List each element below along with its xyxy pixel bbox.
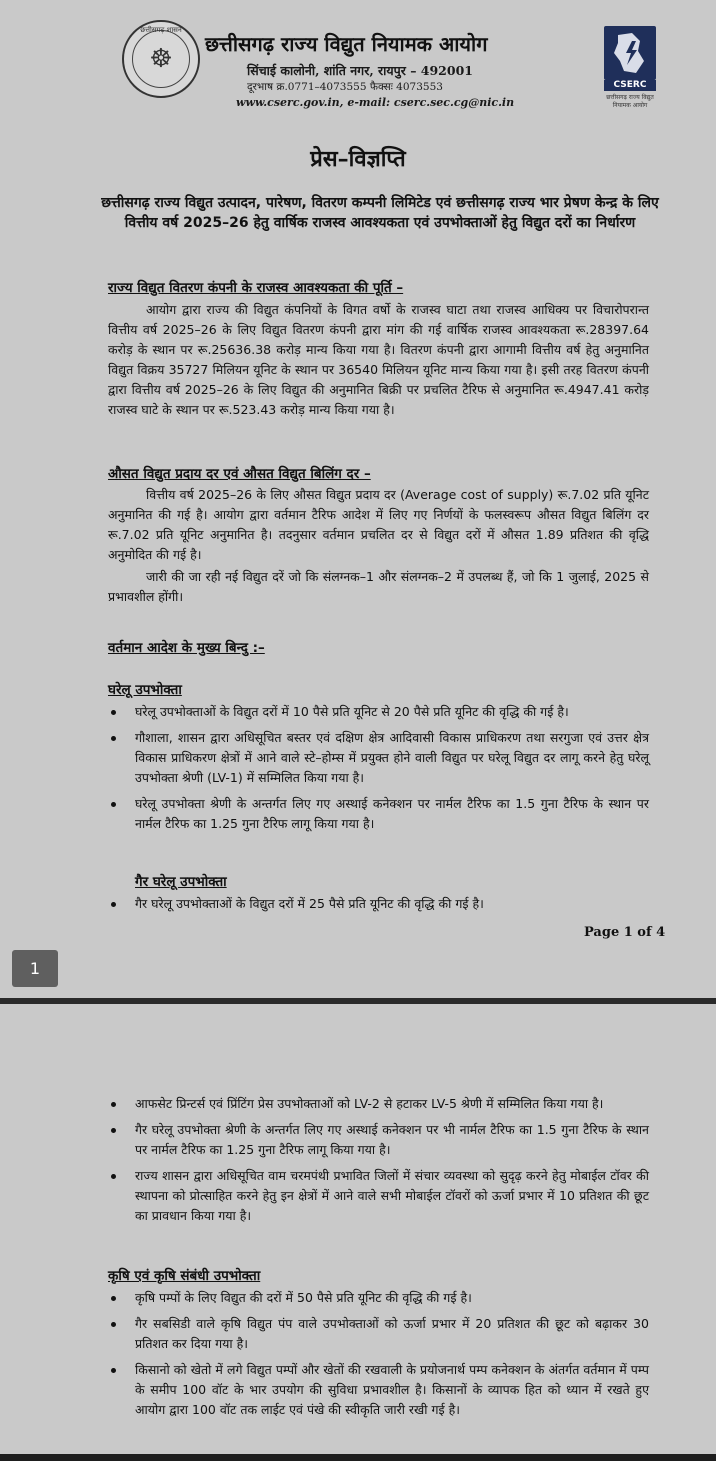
page-title: प्रेस–विज्ञप्ति: [310, 146, 406, 172]
document-page-2: [0, 1004, 716, 1454]
page-number: Page 1 of 4: [584, 925, 666, 940]
logo-label: CSERC: [604, 80, 656, 91]
list-item: किसानो को खेतो में लगे विद्युत पम्पों और खेतों की रखवाली के प्रयोजनार्थ पम्प कनेक्शन के अंतर्गत वर्तमान में पम्प के समीप 100 वॉट के भार उपयोग की सुविधा प्रभावशील है। किसानों के व्यापक हित को ध्यान में रखते हुए आयोग द्वारा 100 वॉट तक लाईट एवं पंखे की स्वीकृति जारी रखी गई है।: [108, 1360, 649, 1420]
emblem-icon: ☸: [132, 30, 190, 88]
section-heading-revenue: राज्य विद्युत वितरण कंपनी के राजस्व आवश्यकता की पूर्ति –: [108, 280, 404, 296]
list-item: राज्य शासन द्वारा अधिसूचित वाम चरमपंथी प्रभावित जिलों में संचार व्यवस्था को सुदृढ़ करने हेतु मोबाईल टॉवर की स्थापना को प्रोत्साहित करने हेतु इन क्षेत्रों में आने वाले सभी मोबाईल टॉवरों को ऊर्जा प्रभार में 10 प्रतिशत की छूट का प्रावधान किया गया है।: [108, 1166, 649, 1226]
list-item: गौशाला, शासन द्वारा अधिसूचित बस्तर एवं दक्षिण क्षेत्र आदिवासी विकास प्राधिकरण तथा सरगुजा एवं उत्तर क्षेत्र विकास प्राधिकरण क्षेत्रों में आने वाले स्टे–होम्स में प्रयुक्त होने वाली विद्युत पर घरेलू विद्युत दर लागू करने हेतु घरेलू उपभोक्ता श्रेणी (LV-1) में सम्मिलित किया गया है।: [108, 728, 649, 788]
list-item: घरेलू उपभोक्ताओं के विद्युत दरों में 10 पैसे प्रति यूनिट से 20 पैसे प्रति यूनिट की वृद्धि की गई है।: [108, 702, 649, 722]
domestic-consumer-heading: घरेलू उपभोक्ता: [108, 682, 182, 698]
agriculture-bullet-list: [108, 1288, 649, 1426]
list-item: गैर सबसिडी वाले कृषि विद्युत पंप वाले उपभोक्ताओं को ऊर्जा प्रभार में 20 प्रतिशत की छूट को बढ़ाकर 30 प्रतिशत कर दिया गया है।: [108, 1314, 649, 1354]
list-item: घरेलू उपभोक्ता श्रेणी के अन्तर्गत लिए गए अस्थाई कनेक्शन पर नार्मल टैरिफ का 1.5 गुना टैरिफ के स्थान पर नार्मल टैरिफ का 1.25 गुना टैरिफ लागू किया गया है।: [108, 794, 649, 834]
state-emblem-seal: [122, 20, 200, 98]
average-rate-paragraph: वित्तीय वर्ष 2025–26 के लिए औसत विद्युत प्रदाय दर (Average cost of supply) रू.7.02 प्रति यूनिट अनुमानित की गई है। आयोग द्वारा वर्तमान टैरिफ आदेश में लिए गए निर्णयों के फलस्वरूप औसत विद्युत बिलिंग दर रू.7.02 प्रति यूनिट अनुमानित है। तदनुसार वर्तमान प्रचलित दर से विद्युत दरों में औसत 1.89 प्रतिशत की वृद्धि अनुमोदित की गई है।: [108, 487, 649, 562]
logo-subtext: छत्तीसगढ़ राज्य विद्युत नियामक आयोग: [606, 94, 654, 109]
list-item: गैर घरेलू उपभोक्ता श्रेणी के अन्तर्गत लिए गए अस्थाई कनेक्शन पर भी नार्मल टैरिफ का 1.5 गुना टैरिफ के स्थान पर नार्मल टैरिफ का 1.25 गुना टैरिफ लागू किया गया है।: [108, 1120, 649, 1160]
revenue-paragraph: आयोग द्वारा राज्य की विद्युत कंपनियों के विगत वर्षो के राजस्व घाटा तथा राजस्व आधिक्य पर विचारोपरान्त वित्तीय वर्ष 2025–26 के लिए विद्युत वितरण कंपनी द्वारा मांग की गई वार्षिक राजस्व आवश्यकता रू.28397.64 करोड़ के स्थान पर रू.25636.38 करोड़ मान्य किया गया है। वितरण कंपनी द्वारा आगामी वित्तीय वर्ष हेतु अनुमानित विद्युत विक्रय 35727 मिलियन यूनिट के स्थान पर 36540 मिलियन यूनिट मान्य किया गया है। इसी तरह वितरण कंपनी द्वारा वित्तीय वर्ष 2025–26 के लिए विद्युत की अनुमानित बिक्री पर प्रचलित टैरिफ से अनुमानित रू.4947.41 करोड़ राजस्व घाटे के स्थान पर रू.523.43 करोड़ मान्य किया गया है।: [108, 302, 649, 417]
domestic-bullet-list: [108, 702, 649, 840]
cserc-logo-icon: [604, 26, 656, 80]
section-heading-key-points: वर्तमान आदेश के मुख्य बिन्दु :–: [108, 640, 265, 656]
org-web-email: www.cserc.gov.in, e-mail: cserc.sec.cg@nic.in: [236, 96, 515, 109]
non-domestic-bullet-list-continued: [108, 1094, 649, 1232]
section-heading-average-rate: औसत विद्युत प्रदाय दर एवं औसत विद्युत बिलिंग दर –: [108, 466, 371, 482]
org-address: सिंचाई कालोनी, शांति नगर, रायपुर – 492001: [247, 63, 473, 78]
list-item: गैर घरेलू उपभोक्ताओं के विद्युत दरों में 25 पैसे प्रति यूनिट की वृद्धि की गई है।: [108, 894, 649, 914]
new-tariff-paragraph: जारी की जा रही नई विद्युत दरें जो कि संलग्नक–1 और संलग्नक–2 में उपलब्ध हैं, जो कि 1 जुलाई, 2025 से प्रभावशील होंगी।: [108, 569, 649, 604]
agriculture-consumer-heading: कृषि एवं कृषि संबंधी उपभोक्ता: [108, 1268, 261, 1284]
non-domestic-consumer-heading: गैर घरेलू उपभोक्ता: [135, 874, 227, 890]
non-domestic-bullet-list: [108, 894, 649, 920]
list-item: आफसेट प्रिन्टर्स एवं प्रिंटिंग प्रेस उपभोक्ताओं को LV-2 से हटाकर LV-5 श्रेणी में सम्मिलित किया गया है।: [108, 1094, 649, 1114]
org-name: छत्तीसगढ़ राज्य विद्युत नियामक आयोग: [205, 32, 488, 56]
list-item: कृषि पम्पों के लिए विद्युत की दरों में 50 पैसे प्रति यूनिट की वृद्धि की गई है।: [108, 1288, 649, 1308]
viewer-page-badge[interactable]: 1: [12, 950, 58, 987]
subject-heading: छत्तीसगढ़ राज्य विद्युत उत्पादन, पारेषण, वितरण कम्पनी लिमिटेड एवं छत्तीसगढ़ राज्य भार प्रेषण केन्द्र के लिए वित्तीय वर्ष 2025–26 हेतु वार्षिक राजस्व आवश्यकता एवं उपभोक्ताओं हेतु विद्युत दरों का निर्धारण: [101, 195, 659, 231]
org-phone: दूरभाष क्र.0771–4073555 फैक्सः 4073553: [247, 81, 443, 93]
bottom-bar: [0, 1454, 716, 1461]
seal-text: छत्तीसगढ़ शासन: [140, 26, 182, 34]
